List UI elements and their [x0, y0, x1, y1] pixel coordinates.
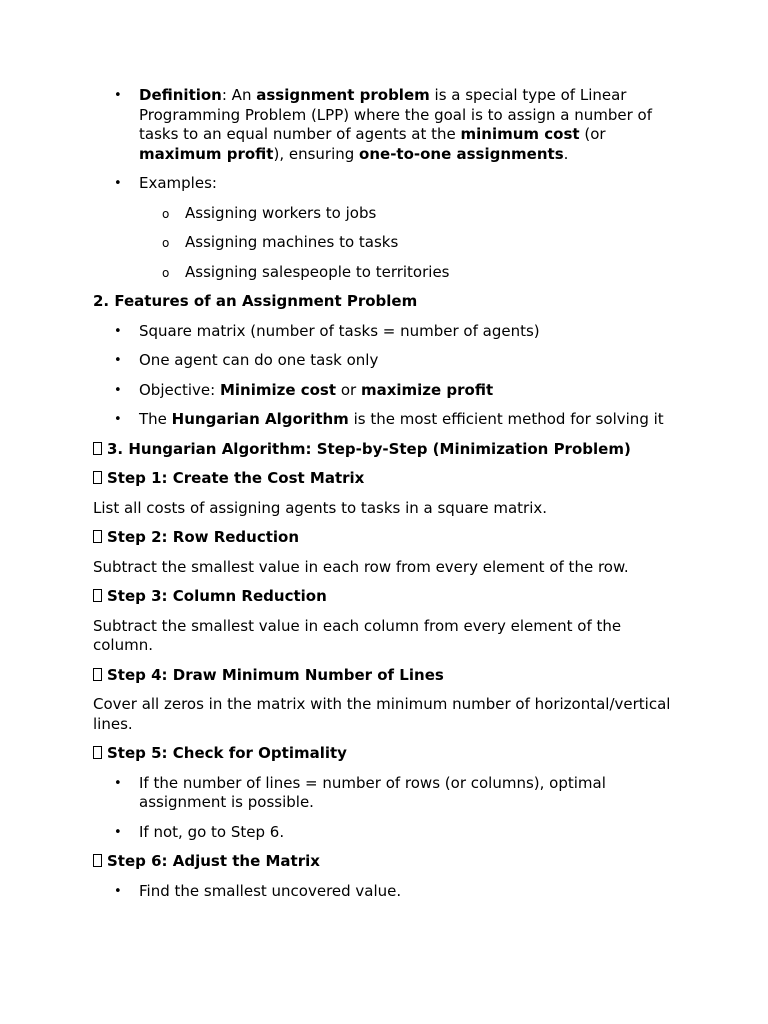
- step5-list: [93, 774, 683, 843]
- step-description: Subtract the smallest value in each row from every element of the row.: [93, 557, 629, 576]
- step-heading: [93, 744, 683, 764]
- feature-text: Objective:: [139, 380, 220, 399]
- features-heading: 2. Features of an Assignment Problem: [93, 292, 418, 310]
- missing-glyph-icon: [93, 442, 102, 455]
- examples-item: [93, 174, 683, 194]
- step-list-item: • If not, go to Step 6.: [93, 823, 683, 843]
- example-item: o Assigning machines to tasks: [93, 233, 683, 253]
- missing-glyph-icon: [93, 746, 102, 759]
- step-title: Step 6: Adjust the Matrix: [107, 852, 320, 870]
- feature-text: is the most efficient method for solving it: [348, 410, 664, 428]
- missing-glyph-icon: [93, 589, 102, 602]
- feature-item: [93, 381, 683, 401]
- step-description: List all costs of assigning agents to tasks in a square matrix.: [93, 498, 548, 517]
- definition-text: (or: [579, 125, 606, 143]
- example-item: o Assigning salespeople to territories: [93, 263, 683, 283]
- definition-bold-term: maximum profit: [139, 144, 274, 163]
- definition-text: ), ensuring: [273, 144, 360, 163]
- definition-bold-term: minimum cost: [460, 125, 580, 143]
- missing-glyph-icon: [93, 854, 102, 867]
- features-list: [93, 322, 683, 430]
- feature-bold-term: Hungarian Algorithm: [171, 410, 349, 428]
- step-title: Step 2: Row Reduction: [107, 528, 300, 546]
- intro-list: [93, 86, 683, 194]
- feature-item: • One agent can do one task only: [93, 351, 683, 371]
- definition-text: .: [563, 144, 569, 163]
- missing-glyph-icon: [93, 530, 102, 543]
- missing-glyph-icon: [93, 471, 102, 484]
- definition-text: : An: [221, 86, 257, 104]
- definition-label: Definition: [139, 86, 222, 104]
- step-title: Step 3: Column Reduction: [107, 587, 327, 605]
- step-heading: [93, 528, 683, 548]
- step-heading: [93, 666, 683, 686]
- feature-text: or: [336, 380, 361, 399]
- document-page: [93, 86, 683, 911]
- hungarian-heading: [93, 440, 683, 460]
- step-title: Step 4: Draw Minimum Number of Lines: [107, 665, 444, 684]
- step-description: Cover all zeros in the matrix with the minimum number of horizontal/vertical lines.: [93, 695, 671, 733]
- feature-bold-term: maximize profit: [360, 380, 494, 399]
- hungarian-heading-text: 3. Hungarian Algorithm: Step-by-Step (Minimization Problem): [107, 439, 631, 458]
- feature-item: • Square matrix (number of tasks = number of agents): [93, 322, 683, 342]
- missing-glyph-icon: [93, 668, 102, 681]
- step6-list: [93, 882, 683, 902]
- definition-item: [93, 86, 683, 164]
- example-item: o Assigning workers to jobs: [93, 204, 683, 224]
- step-list-item: • If the number of lines = number of rows (or columns), optimal assignment is possible.: [93, 774, 683, 813]
- step-heading: [93, 587, 683, 607]
- step-heading: [93, 852, 683, 872]
- step-description: Subtract the smallest value in each column from every element of the column.: [93, 616, 622, 654]
- step-title: Step 5: Check for Optimality: [107, 744, 347, 762]
- feature-bold-term: Minimize cost: [219, 380, 337, 399]
- definition-text: is a special type of Linear Programming Problem (LPP) where the goal is to assign a number of tasks to an equal number of agents at the: [139, 86, 653, 143]
- definition-bold-term: one-to-one assignments: [359, 144, 564, 163]
- step-title: Step 1: Create the Cost Matrix: [107, 469, 365, 487]
- examples-sublist: [93, 204, 683, 283]
- feature-text: The: [139, 410, 172, 428]
- step-list-item: • Find the smallest uncovered value.: [93, 882, 683, 902]
- examples-label: Examples:: [139, 174, 217, 192]
- feature-item: [93, 410, 683, 430]
- step-heading: [93, 469, 683, 489]
- definition-bold-term: assignment problem: [256, 86, 430, 104]
